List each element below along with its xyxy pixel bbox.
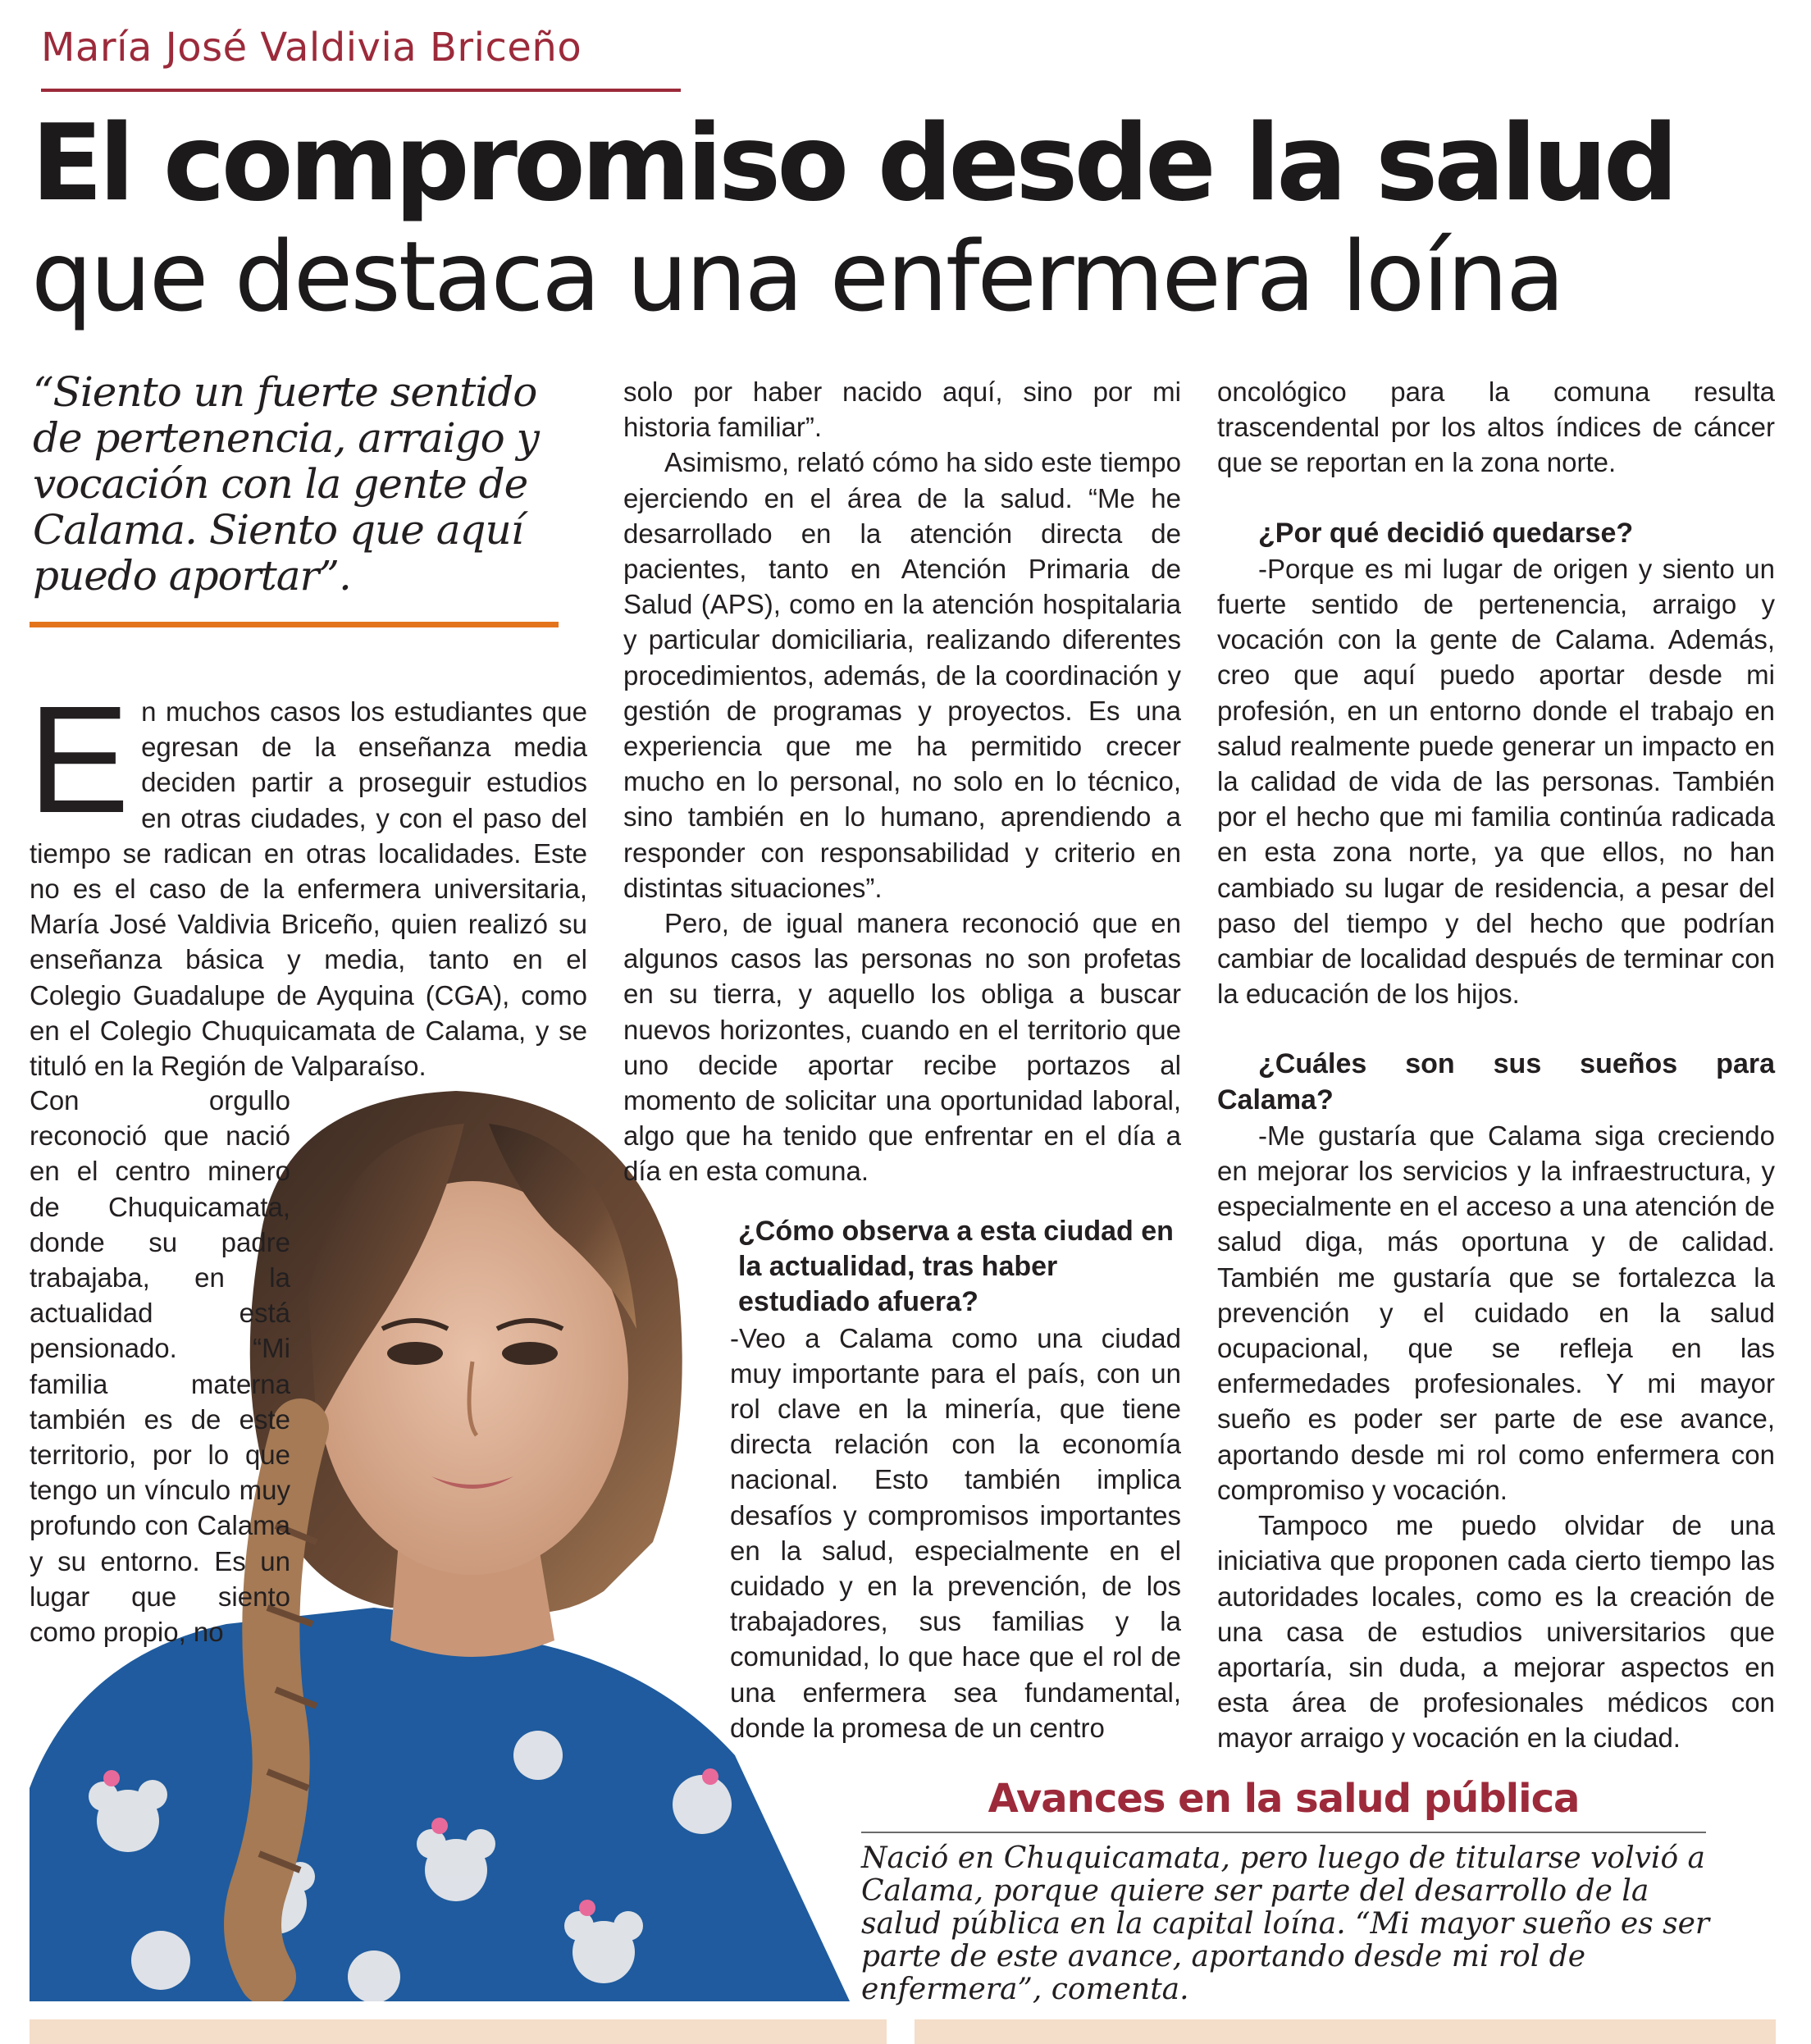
column-1-lower xyxy=(30,1083,290,1649)
drop-cap: E xyxy=(28,675,130,845)
caption-box-rule xyxy=(861,1832,1706,1833)
caption-box-title: Avances en la salud pública xyxy=(988,1776,1580,1822)
question-2: ¿Por qué decidió quedarse? xyxy=(1258,517,1634,549)
col2-paragraph-1: solo por haber nacido aquí, sino por mi historia familiar”. xyxy=(623,376,1181,443)
col2-paragraph-3: Pero, de igual manera reconoció que en algunos casos las personas no son profetas en su tierra, y aquello los obliga a buscar nuevos horizontes, cuando en el territorio que uno decide aportar recibe portazos al momento de solicitar una oportunidad laboral, algo que ha tenido que enfrentar en el día a día en esta comuna. xyxy=(623,908,1181,1187)
column-2-lower xyxy=(673,1214,1181,1745)
answer-1: -Veo a Calama como una ciudad muy importante para el país, con un rol clave en la minería, que tiene directa relación con la economía nacional. Esto también implica desafíos y compromisos importantes en la salud, especialmente en el cuidado y en la prevención, de los trabajadores, sus familias y la comunidad, lo que hace que el rol de una enfermera sea fundamental, donde la promesa de un centro xyxy=(730,1322,1181,1743)
column-2 xyxy=(623,374,1181,1189)
footer-bar-left xyxy=(30,2019,887,2044)
spacer xyxy=(1217,481,1775,516)
column-3 xyxy=(1217,374,1775,1756)
column-1 xyxy=(28,675,587,1084)
kicker-rule xyxy=(41,89,681,92)
headline: El compromiso desde la salud xyxy=(31,103,1675,225)
question-3: ¿Cuáles son sus sueños para Calama? xyxy=(1217,1048,1775,1116)
photo-caption: Nació en Chuquicamata, pero luego de titularse volvió a Calama, porque quiere ser parte del desarrollo de la salud pública en la capital loína. “Mi mayor sueño es ser parte de este avance, aportando desde mi rol de enfermera”, comenta. xyxy=(861,1841,1710,2006)
col3-paragraph-4: Tampoco me puedo olvidar de una iniciativa que proponen cada cierto tiempo las autoridades locales, como es la creación de una casa de estudios universitarios que aportaría, sin duda, a mejorar aspectos en esta área de profesionales médicos con mayor arraigo y vocación en la ciudad. xyxy=(1217,1510,1775,1754)
col3-paragraph-1: oncológico para la comuna resulta trascendental por los altos índices de cáncer que se reportan en la zona norte. xyxy=(1217,376,1775,478)
footer-bar-right xyxy=(915,2019,1776,2044)
pull-quote-rule xyxy=(30,622,559,627)
answer-3: -Me gustaría que Calama siga creciendo en mejorar los servicios y la infraestructura, y especialmente en el acceso a una atención de salud diga, más oportuna y de calidad. También me gustaría que se fortalezca la prevención y el cuidado en la salud ocupacional, que se refleja en las enfermedades profesionales. Y mi mayor sueño es poder ser parte de ese avance, aportando desde mi rol como enfermera con compromiso y vocación. xyxy=(1217,1120,1775,1505)
col2-paragraph-2: Asimismo, relató cómo ha sido este tiempo ejerciendo en el área de la salud. “Me he desarrollado en la atención directa de pacientes, tanto en Atención Primaria de Salud (APS), como en la atención hospitalaria y particular domiciliaria, realizando diferentes procedimientos, además, de la coordinación y gestión de programas y proyectos. Es una experiencia que me ha permitido crecer mucho en lo personal, no solo en lo técnico, sino también en lo humano, aprendiendo a responder con responsabilidad y criterio en distintas situaciones”. xyxy=(623,447,1181,903)
question-1: ¿Cómo observa a esta ciudad en la actualidad, tras haber estudiado afuera? xyxy=(738,1216,1174,1318)
answer-2: -Porque es mi lugar de origen y siento un fuerte sentido de pertenencia, arraigo y vocación con la gente de Calama. Además, creo que aquí puedo aportar desde mi profesión, en un entorno donde el trabajo en salud realmente puede generar un impacto en la calidad de vida de las personas. También por el hecho que mi familia continúa radicada en esta zona norte, ya que ellos, no han cambiado su lugar de residencia, a pesar del paso del tiempo y del hecho que podrían cambiar de localidad después de terminar con la educación de los hijos. xyxy=(1217,553,1775,1010)
col1-paragraph-1: n muchos casos los estudiantes que egresan de la enseñanza media deciden partir a proseguir estudios en otras ciudades, y con el paso del tiempo se radican en otras localidades. Este no es el caso de la enfermera universitaria, María José Valdivia Briceño, quien realizó su enseñanza básica y media, tanto en el Colegio Guadalupe de Ayquina (CGA), como en el Colegio Chuquicamata de Calama, y se tituló en la Región de Valparaíso. xyxy=(30,696,587,1082)
pull-quote: “Siento un fuerte sentido de pertenencia, arraigo y vocación con la gente de Calama. Siento que aquí puedo aportar”. xyxy=(33,368,539,600)
spacer xyxy=(1217,1011,1775,1047)
col1-paragraph-2: Con orgullo reconoció que nació en el centro minero de Chuquicamata, donde su padre trabajaba, en la actualidad está pensionado. “Mi familia materna también es de este territorio, por lo que tengo un vínculo muy profundo con Calama y su entorno. Es un lugar que siento como propio, no xyxy=(30,1085,290,1648)
kicker-byline: María José Valdivia Briceño xyxy=(41,25,582,71)
subheadline: que destaca una enfermera loína xyxy=(31,220,1563,333)
